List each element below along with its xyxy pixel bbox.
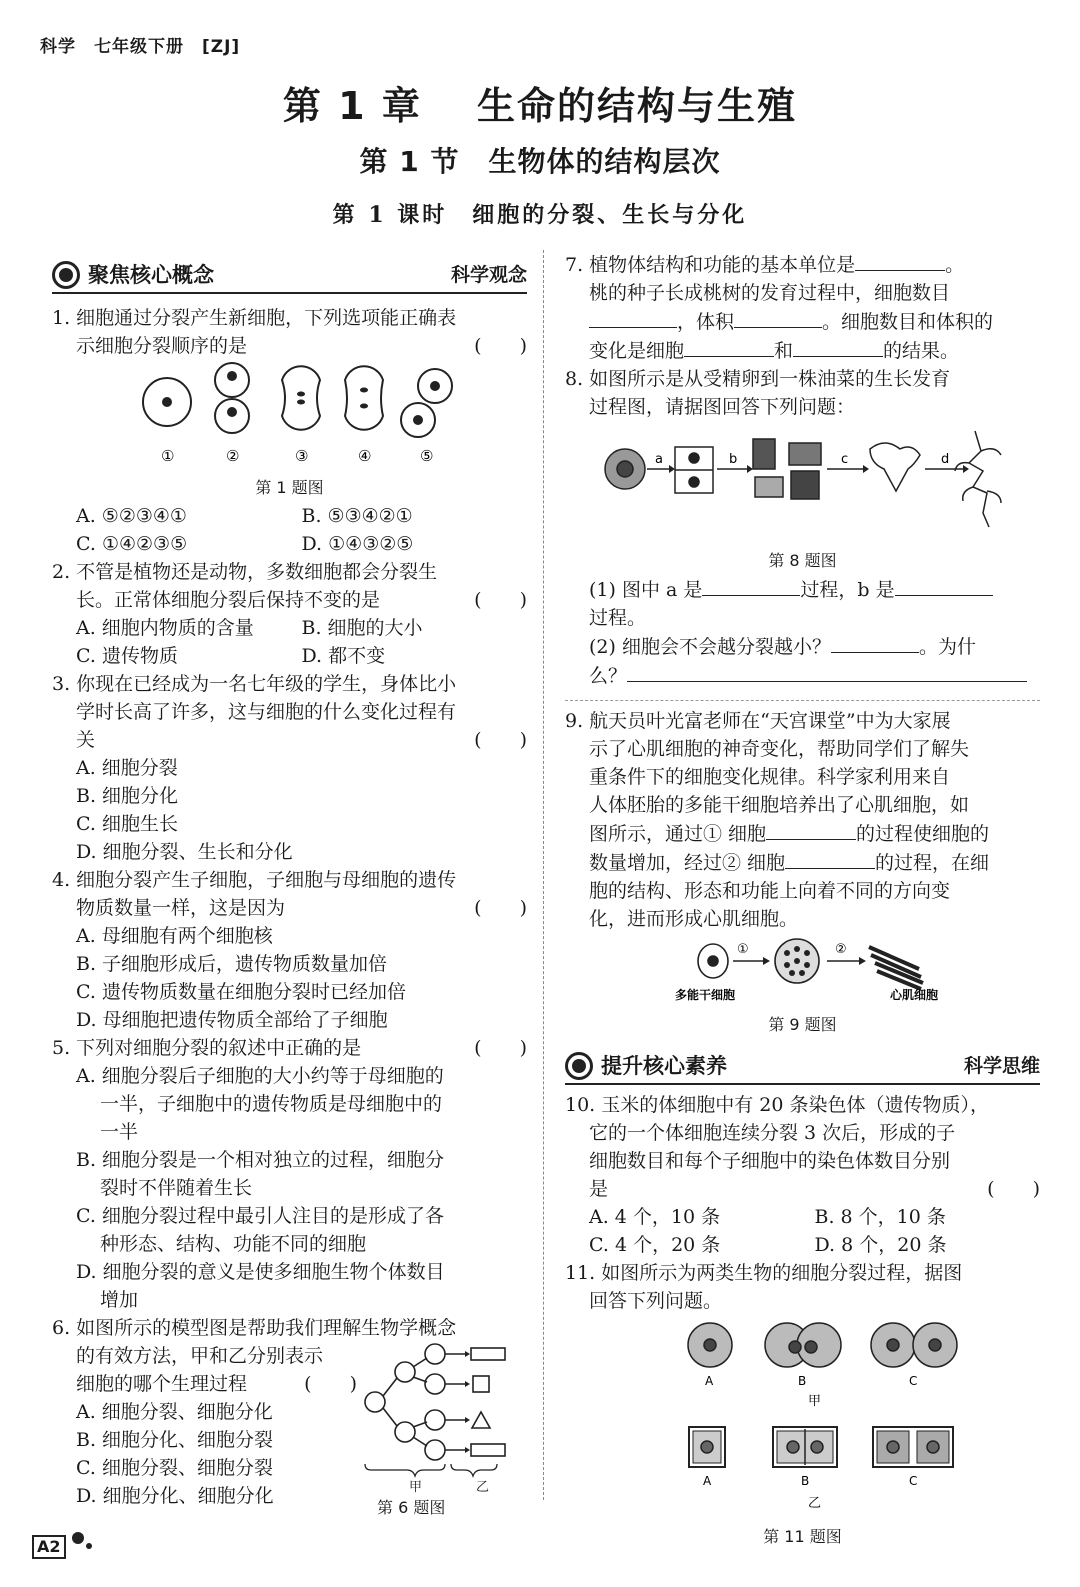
fill-blank[interactable] [831, 632, 919, 653]
question-text: 。为什 [918, 636, 976, 658]
question-text: 和 [774, 340, 794, 362]
fig-label-yi: 乙 [476, 1480, 490, 1495]
question-text: 变化是细胞 [589, 340, 685, 362]
answer-paren[interactable]: ( ) [474, 729, 527, 751]
fig-label: A [705, 1374, 714, 1388]
option[interactable]: C. 遗传物质数量在细胞分裂时已经加倍 [76, 981, 406, 1003]
question-4 [52, 866, 527, 1034]
fig-label: ② [226, 447, 240, 465]
fill-blank[interactable] [785, 848, 875, 869]
question-text: 回答下列问题。 [589, 1290, 723, 1312]
page-dot-icon [72, 1532, 84, 1544]
figure-caption: 第 11 题图 [763, 1527, 842, 1546]
option[interactable]: B. ⑤③④②① [301, 505, 413, 527]
answer-paren[interactable]: ( ) [304, 1373, 357, 1395]
question-text: 数量增加，经过② 细胞 [589, 852, 786, 874]
answer-paren[interactable]: ( ) [474, 897, 527, 919]
arrow-label: a [655, 452, 663, 467]
option[interactable]: A. ⑤②③④① [76, 505, 187, 527]
question-text: 图所示，通过① 细胞 [589, 823, 767, 845]
option[interactable]: A. 细胞分裂后子细胞的大小约等于母细胞的 [76, 1065, 444, 1087]
fig-label: ⑤ [420, 447, 434, 465]
option[interactable]: C. 细胞分裂过程中最引人注目的是形成了各 [76, 1205, 444, 1227]
question-text: 过程，b 是 [800, 579, 895, 601]
figure-cell-division-order [52, 360, 527, 472]
option[interactable]: B. 细胞分化、细胞分裂 [76, 1429, 274, 1451]
answer-paren[interactable]: ( ) [474, 1037, 527, 1059]
question-text: 3. 你现在已经成为一名七年级的学生，身体比小 [52, 673, 457, 695]
question-text: 过程。 [589, 607, 647, 629]
option[interactable]: A. 4 个，10 条 [589, 1206, 721, 1228]
fig-group-label: 乙 [808, 1496, 822, 1511]
fig-label-heart: 心肌细胞 [890, 988, 939, 1002]
question-text: 化，进而形成心肌细胞。 [589, 908, 799, 930]
option-cont: 裂时不伴随着生长 [100, 1177, 253, 1199]
column-divider [543, 250, 544, 1500]
question-text: 桃的种子长成桃树的发育过程中，细胞数目 [589, 282, 951, 304]
question-text: ，体积 [677, 311, 735, 333]
option[interactable]: C. 遗传物质 [76, 645, 178, 667]
question-text: 1. 细胞通过分裂产生新细胞，下列选项能正确表 [52, 307, 457, 329]
section-title: 聚焦核心概念 [88, 263, 214, 287]
fill-blank[interactable] [684, 336, 774, 357]
right-column [565, 250, 1040, 1551]
answer-paren[interactable]: ( ) [474, 335, 527, 357]
figure-caption: 第 8 题图 [768, 551, 837, 570]
option[interactable]: B. 细胞分化 [76, 785, 179, 807]
figure-model-diagram [357, 1342, 527, 1482]
question-text: 5. 下列对细胞分裂的叙述中正确的是 [52, 1037, 362, 1059]
option[interactable]: D. ①④③②⑤ [301, 533, 414, 555]
figure-cell-division-types [565, 1315, 1040, 1515]
fill-blank[interactable] [734, 307, 822, 328]
page-dot-icon [86, 1543, 92, 1549]
option-cont: 种形态、结构、功能不同的细胞 [100, 1233, 367, 1255]
question-11 [565, 1259, 1040, 1551]
punct: 。 [945, 254, 965, 276]
question-text: 细胞的哪个生理过程 [76, 1373, 248, 1395]
question-1 [52, 304, 527, 558]
question-text: 重条件下的细胞变化规律。科学家利用来自 [589, 766, 951, 788]
fill-blank[interactable] [627, 661, 1027, 682]
section-tag: 科学思维 [963, 1055, 1040, 1077]
fig-label: B [801, 1474, 810, 1488]
option[interactable]: A. 母细胞有两个细胞核 [76, 925, 273, 947]
arrow-label: c [841, 452, 849, 467]
question-text: 4. 细胞分裂产生子细胞，子细胞与母细胞的遗传 [52, 869, 457, 891]
question-text: 学时长高了许多，这与细胞的什么变化过程有 [76, 701, 457, 723]
fill-blank[interactable] [855, 250, 945, 271]
question-text: 胞的结构、形态和功能上向着不同的方向变 [589, 880, 951, 902]
question-8 [565, 365, 1040, 690]
arrow-label: b [729, 452, 738, 467]
option-cont: 一半，子细胞中的遗传物质是母细胞中的 [100, 1093, 443, 1115]
figure-caption: 第 1 题图 [255, 478, 324, 497]
fig-label: C [909, 1374, 918, 1388]
question-text: 10. 玉米的体细胞中有 20 条染色体（遗传物质）， [565, 1094, 990, 1116]
option[interactable]: C. ①④②③⑤ [76, 533, 188, 555]
question-text: 的结果。 [883, 340, 960, 362]
option[interactable]: D. 8 个，20 条 [814, 1234, 947, 1256]
section-title: 提升核心素养 [601, 1054, 727, 1078]
question-text: 长。正常体细胞分裂后保持不变的是 [76, 589, 381, 611]
fig-label: C [909, 1474, 918, 1488]
fig-label: ① [161, 447, 175, 465]
question-text: 7. 植物体结构和功能的基本单位是 [565, 254, 856, 276]
book-header: 科学 七年级下册 [ZJ] [40, 37, 241, 57]
option[interactable]: A. 细胞内物质的含量 [76, 617, 254, 639]
section-title: 第 1 节 生物体的结构层次 [359, 145, 721, 178]
figure-stem-to-heart-cell [565, 933, 1040, 1003]
question-text: 么？ [589, 665, 628, 687]
question-text: 2. 不管是植物还是动物，多数细胞都会分裂生 [52, 561, 438, 583]
option[interactable]: B. 8 个，10 条 [814, 1206, 946, 1228]
ring-bullet-icon [52, 261, 80, 289]
fig-label-jia: 甲 [409, 1480, 423, 1495]
question-3 [52, 670, 527, 866]
step-label: ① [737, 942, 749, 957]
figure-caption: 第 9 题图 [768, 1015, 837, 1034]
question-7 [565, 250, 1040, 365]
fig-label: A [703, 1474, 712, 1488]
option[interactable]: C. 细胞分裂、细胞分裂 [76, 1457, 273, 1479]
fig-group-label: 甲 [808, 1394, 822, 1409]
question-10 [565, 1091, 1040, 1259]
question-text: 人体胚胎的多能干细胞培养出了心肌细胞，如 [589, 794, 970, 816]
fill-blank[interactable] [702, 575, 800, 596]
step-label: ② [835, 942, 847, 957]
option[interactable]: D. 细胞分裂的意义是使多细胞生物个体数目 [76, 1261, 445, 1283]
chapter-title: 第 1 章 生命的结构与生殖 [282, 84, 798, 128]
option[interactable]: B. 子细胞形成后，遗传物质数量加倍 [76, 953, 388, 975]
fill-blank[interactable] [793, 336, 883, 357]
fig-label: B [798, 1374, 807, 1388]
option[interactable]: B. 细胞的大小 [301, 617, 423, 639]
option[interactable]: D. 细胞分裂、生长和分化 [76, 841, 293, 863]
question-text: 细胞数目和每个子细胞中的染色体数目分别 [589, 1150, 951, 1172]
option[interactable]: C. 4 个，20 条 [589, 1234, 721, 1256]
question-text: 过程图，请据图回答下列问题： [589, 396, 856, 418]
option[interactable]: C. 细胞生长 [76, 813, 178, 835]
section-header-core-concept [52, 258, 527, 294]
question-text: 的过程，在细 [875, 852, 990, 874]
question-text: 11. 如图所示为两类生物的细胞分裂过程，据图 [565, 1262, 963, 1284]
option-cont: 一半 [100, 1121, 139, 1143]
answer-paren[interactable]: ( ) [987, 1178, 1040, 1200]
arrow-label: d [941, 452, 950, 467]
option[interactable]: D. 母细胞把遗传物质全部给了子细胞 [76, 1009, 388, 1031]
question-text: 的有效方法，甲和乙分别表示 [76, 1345, 324, 1367]
question-6 [52, 1314, 527, 1517]
question-text: 。细胞数目和体积的 [822, 311, 994, 333]
left-column [52, 258, 527, 1517]
option[interactable]: A. 细胞分裂、细胞分化 [76, 1401, 273, 1423]
fill-blank[interactable] [589, 307, 677, 328]
page-number: A2 [32, 1535, 66, 1559]
question-9 [565, 700, 1040, 1039]
fig-label: ③ [295, 447, 309, 465]
figure-rapeseed-development [565, 421, 1040, 539]
question-2 [52, 558, 527, 670]
question-text: (2) 细胞会不会越分裂越小？ [589, 636, 831, 658]
option[interactable]: D. 都不变 [301, 645, 386, 667]
fig-label: ④ [358, 447, 372, 465]
question-text: 6. 如图所示的模型图是帮助我们理解生物学概念 [52, 1317, 457, 1339]
answer-paren[interactable]: ( ) [474, 589, 527, 611]
question-5 [52, 1034, 527, 1314]
question-text: (1) 图中 a 是 [589, 579, 703, 601]
fill-blank[interactable] [895, 575, 993, 596]
option[interactable]: A. 细胞分裂 [76, 757, 178, 779]
fig-label-stem: 多能干细胞 [675, 988, 736, 1002]
question-text: 的过程使细胞的 [856, 823, 990, 845]
option[interactable]: D. 细胞分化、细胞分化 [76, 1485, 274, 1507]
section-header-core-literacy [565, 1049, 1040, 1085]
question-text: 它的一个体细胞连续分裂 3 次后，形成的子 [589, 1122, 956, 1144]
figure-caption: 第 6 题图 [377, 1498, 446, 1517]
question-text: 8. 如图所示是从受精卵到一株油菜的生长发育 [565, 368, 951, 390]
lesson-title: 第 1 课时 细胞的分裂、生长与分化 [332, 202, 748, 228]
question-text: 9. 航天员叶光富老师在“天宫课堂”中为大家展 [565, 710, 951, 732]
fill-blank[interactable] [766, 819, 856, 840]
ring-bullet-icon [565, 1052, 593, 1080]
question-text: 关 [76, 729, 96, 751]
question-text: 物质数量一样，这是因为 [76, 897, 286, 919]
question-text: 示细胞分裂顺序的是 [76, 335, 248, 357]
section-tag: 科学观念 [450, 264, 527, 286]
question-text: 是 [589, 1178, 609, 1200]
question-text: 示了心肌细胞的神奇变化，帮助同学们了解失 [589, 738, 970, 760]
option[interactable]: B. 细胞分裂是一个相对独立的过程，细胞分 [76, 1149, 445, 1171]
option-cont: 增加 [100, 1289, 139, 1311]
